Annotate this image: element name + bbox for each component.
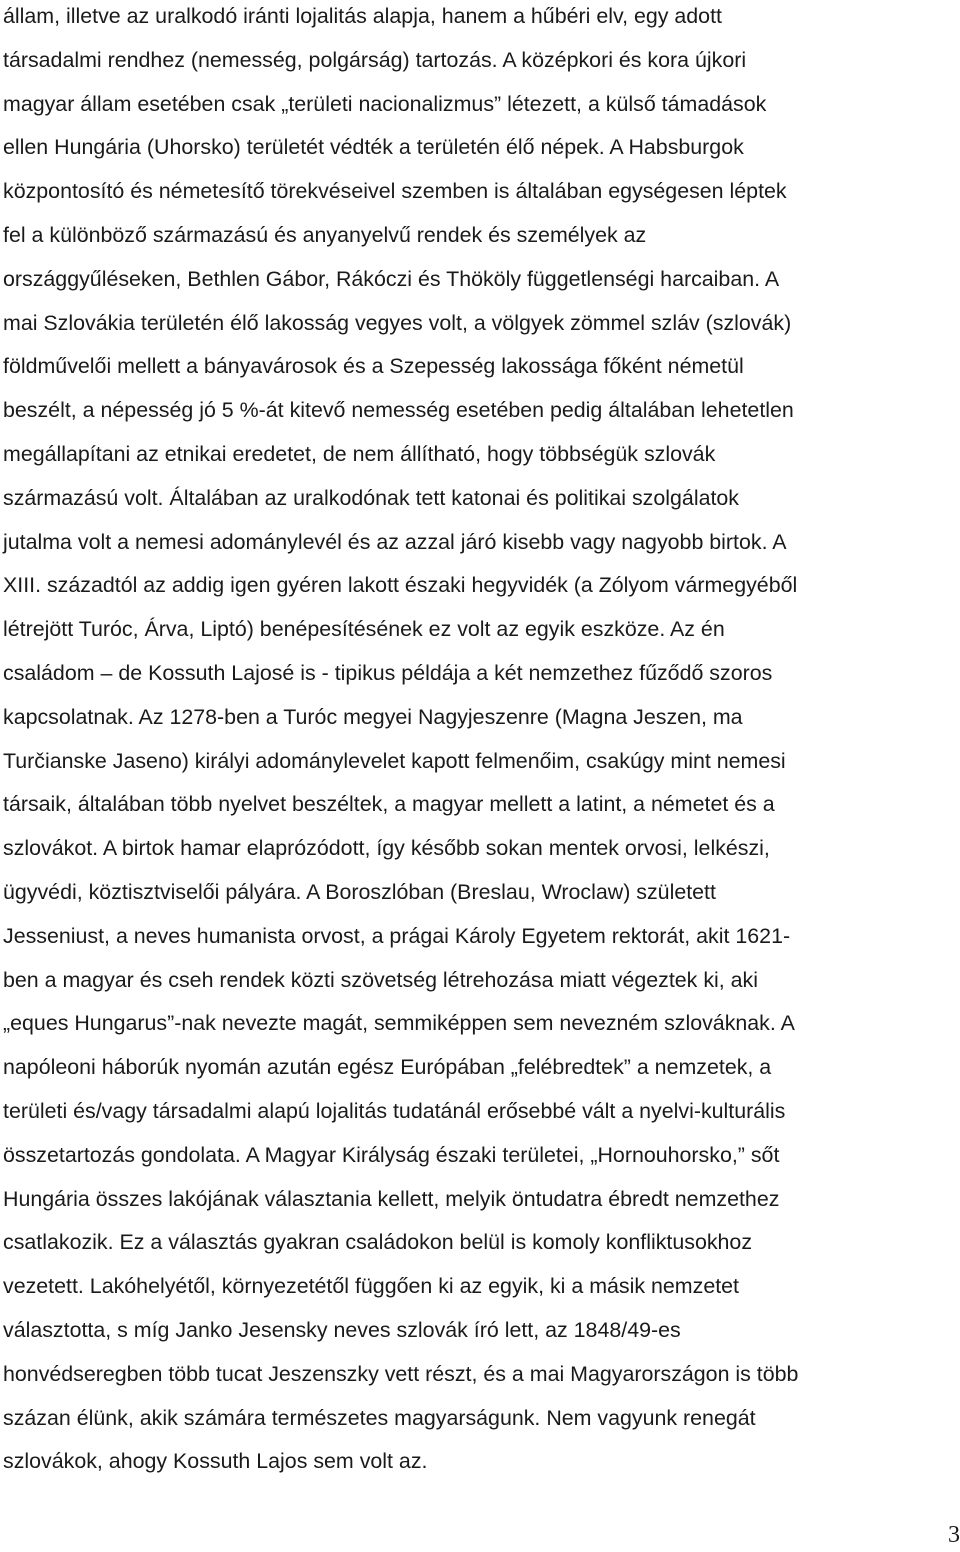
text-line: ben a magyar és cseh rendek közti szövetség létrehozása miatt végeztek ki, aki — [3, 967, 758, 992]
text-line: Turčianske Jaseno) királyi adománylevelet kapott felmenőim, csakúgy mint nemesi — [3, 748, 786, 773]
text-line: kapcsolatnak. Az 1278-ben a Turóc megyei Nagyjeszenre (Magna Jeszen, ma — [3, 704, 743, 729]
text-line: Hungária összes lakójának választania kellett, melyik öntudatra ébredt nemzethez — [3, 1186, 780, 1211]
text-line: honvédseregben több tucat Jeszenszky vett részt, és a mai Magyarországon is több — [3, 1361, 799, 1386]
text-line: beszélt, a népesség jó 5 %-át kitevő nemesség esetében pedig általában lehetetlen — [3, 398, 794, 423]
text-line: társadalmi rendhez (nemesség, polgárság) tartozás. A középkori és kora újkori — [3, 47, 747, 72]
text-line: ellen Hungária (Uhorsko) területét védték a területén élő népek. A Habsburgok — [3, 135, 744, 160]
text-line: családom – de Kossuth Lajosé is - tipikus példája a két nemzethez fűződő szoros — [3, 660, 773, 685]
text-line: vezetett. Lakóhelyétől, környezetétől függően ki az egyik, ki a másik nemzetet — [3, 1274, 739, 1299]
text-line: országgyűléseken, Bethlen Gábor, Rákóczi és Thököly függetlenségi harcaiban. A — [3, 266, 780, 291]
text-line: állam, illetve az uralkodó iránti lojalitás alapja, hanem a hűbéri elv, egy adott — [3, 4, 722, 28]
text-line: napóleoni háborúk nyomán azután egész Európában „felébredtek” a nemzetek, a — [3, 1055, 772, 1080]
text-line: származású volt. Általában az uralkodónak tett katonai és politikai szolgálatok — [3, 485, 740, 510]
text-line: társaik, általában több nyelvet beszéltek, a magyar mellett a latint, a németet és a — [3, 792, 775, 817]
text-line: fel a különböző származású és anyanyelvű rendek és személyek az — [3, 222, 647, 247]
text-line: XIII. századtól az addig igen gyéren lakott északi hegyvidék (a Zólyom vármegyéből — [3, 573, 798, 598]
text-line: jutalma volt a nemesi adománylevél és az azzal járó kisebb vagy nagyobb birtok. A — [3, 529, 787, 554]
text-line: földművelői mellett a bányavárosok és a Szepesség lakossága főként németül — [3, 354, 744, 379]
text-line: összetartozás gondolata. A Magyar Királyság északi területei, „Hornouhorsko,” sőt — [3, 1142, 780, 1167]
body-paragraph — [3, 0, 953, 1484]
text-line: szlovákot. A birtok hamar elaprózódott, így később sokan mentek orvosi, lelkészi, — [3, 836, 770, 861]
text-line: százan élünk, akik számára természetes magyarságunk. Nem vagyunk renegát — [3, 1405, 756, 1430]
text-line: megállapítani az etnikai eredetet, de nem állítható, hogy többségük szlovák — [3, 441, 716, 466]
text-line: területi és/vagy társadalmi alapú lojalitás tudatánál erősebbé vált a nyelvi-kulturális — [3, 1098, 786, 1123]
text-line: „eques Hungarus”-nak nevezte magát, semmiképpen sem nevezném szlováknak. A — [3, 1011, 795, 1036]
text-line: választotta, s míg Janko Jesensky neves szlovák író lett, az 1848/49-es — [3, 1317, 681, 1342]
text-line: Jesseniust, a neves humanista orvost, a prágai Károly Egyetem rektorát, akit 1621- — [3, 923, 791, 948]
text-line: csatlakozik. Ez a választás gyakran családokon belül is komoly konfliktusokhoz — [3, 1230, 753, 1255]
text-line: létrejött Turóc, Árva, Liptó) benépesítésének ez volt az egyik eszköze. Az én — [3, 617, 725, 642]
page-number: 3 — [948, 1522, 960, 1548]
text-line: szlovákok, ahogy Kossuth Lajos sem volt az. — [3, 1449, 428, 1474]
text-line: mai Szlovákia területén élő lakosság vegyes volt, a völgyek zömmel szláv (szlovák) — [3, 310, 792, 335]
text-line: ügyvédi, köztisztviselői pályára. A Boroszlóban (Breslau, Wroclaw) született — [3, 879, 716, 904]
text-line: központosító és németesítő törekvéseivel szemben is általában egységesen léptek — [3, 179, 787, 204]
text-line: magyar állam esetében csak „területi nacionalizmus” létezett, a külső támadások — [3, 91, 767, 116]
